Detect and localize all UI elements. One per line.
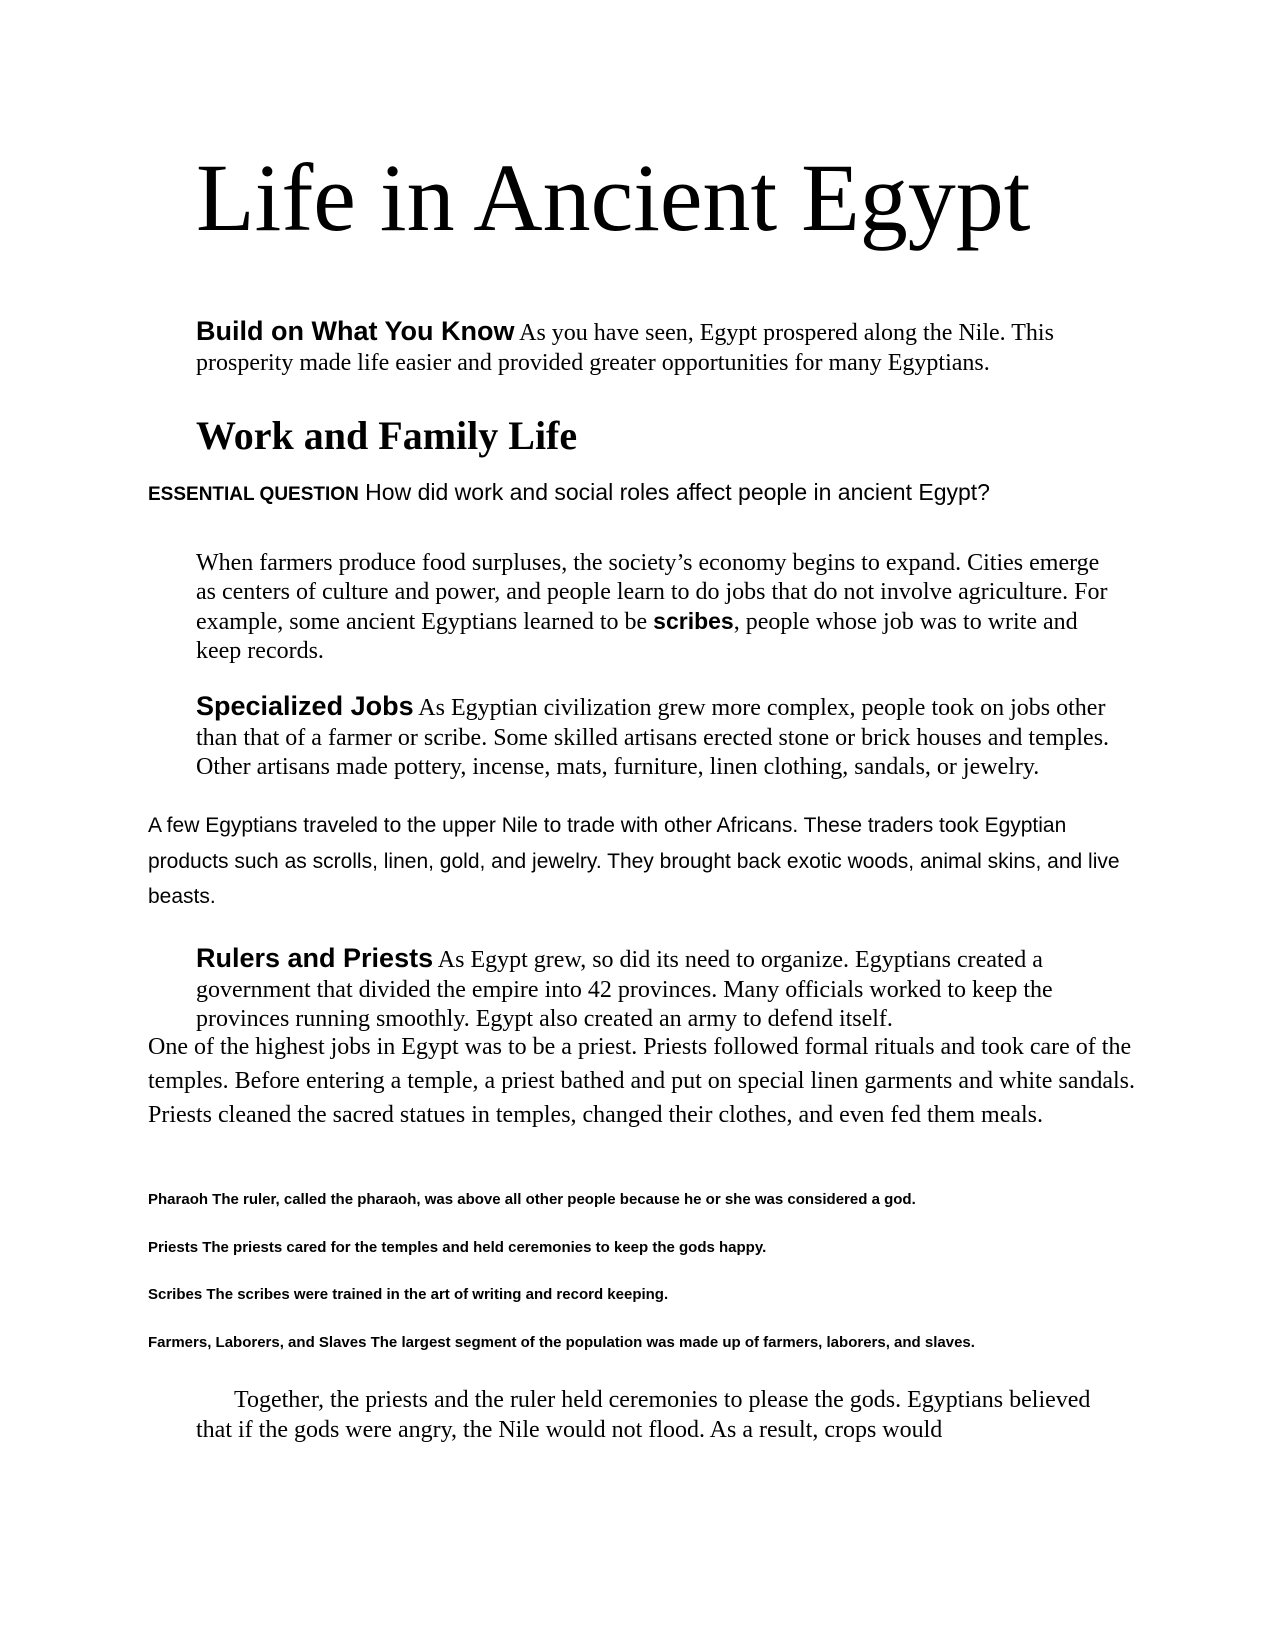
farmers-text-after: , people whose job was to write and keep records. — [196, 609, 1078, 664]
rulers-priests-lead: Rulers and Priests — [196, 943, 434, 973]
section-heading: Work and Family Life — [196, 413, 578, 458]
priests-paragraph: One of the highest jobs in Egypt was to be a priest. Priests followed formal rituals and took care of the temples. Before entering a temple, a priest bathed and put on special linen garments and white sandals. Priests cleaned the sacred statues in temples, changed their clothes, and even fed them meals. — [148, 1034, 1136, 1128]
social-note-scribes: Scribes The scribes were trained in the art of writing and record keeping. — [148, 1286, 669, 1303]
specialized-jobs-text: As Egyptian civilization grew more complex, people took on jobs other than that of a farmer or scribe. Some skilled artisans erected stone or brick houses and temples. Other artisans made pottery, incense, mats, furniture, linen clothing, sandals, or jewelry. — [196, 695, 1110, 780]
intro-lead: Build on What You Know — [196, 316, 515, 346]
farmers-text-before: When farmers produce food surpluses, the society’s economy begins to expand. Cities emerge as centers of culture and power, and people learn to do jobs that do not involve agriculture. For example, some ancient Egyptians learned to be — [196, 550, 1108, 635]
social-note-farmers: Farmers, Laborers, and Slaves The largest segment of the population was made up of farmers, laborers, and slaves. — [148, 1334, 975, 1351]
rulers-priests-text: As Egypt grew, so did its need to organize. Egyptians created a government that divided the empire into 42 provinces. Many officials worked to keep the provinces running smoothly. Egypt also created an army to defend itself. — [196, 947, 1053, 1032]
together-paragraph: Together, the priests and the ruler held ceremonies to please the gods. Egyptians believed that if the gods were angry, the Nile would not flood. As a result, crops would — [196, 1387, 1091, 1443]
essential-question — [148, 478, 1096, 509]
intro-paragraph — [196, 316, 1146, 378]
specialized-jobs-lead: Specialized Jobs — [196, 691, 414, 721]
essential-question-label: ESSENTIAL QUESTION — [148, 484, 359, 505]
rulers-priests-paragraph — [196, 944, 1146, 1035]
specialized-jobs-paragraph — [196, 692, 1136, 783]
page-title: Life in Ancient Egypt — [196, 144, 1031, 251]
social-note-pharaoh: Pharaoh The ruler, called the pharaoh, was above all other people because he or she was considered a god. — [148, 1191, 916, 1208]
social-note-priests: Priests The priests cared for the temples and held ceremonies to keep the gods happy. — [148, 1239, 767, 1256]
essential-question-text: How did work and social roles affect people in ancient Egypt? — [358, 479, 990, 505]
traders-paragraph: A few Egyptians traveled to the upper Nile to trade with other Africans. These traders took Egyptian products such as scrolls, linen, gold, and jewelry. They brought back exotic woods, animal skins, and live beasts. — [148, 814, 1120, 908]
vocab-term-scribes: scribes — [653, 608, 734, 634]
farmers-paragraph — [196, 549, 1116, 666]
intro-text: As you have seen, Egypt prospered along the Nile. This prosperity made life easier and provided greater opportunities for many Egyptians. — [196, 320, 1054, 376]
